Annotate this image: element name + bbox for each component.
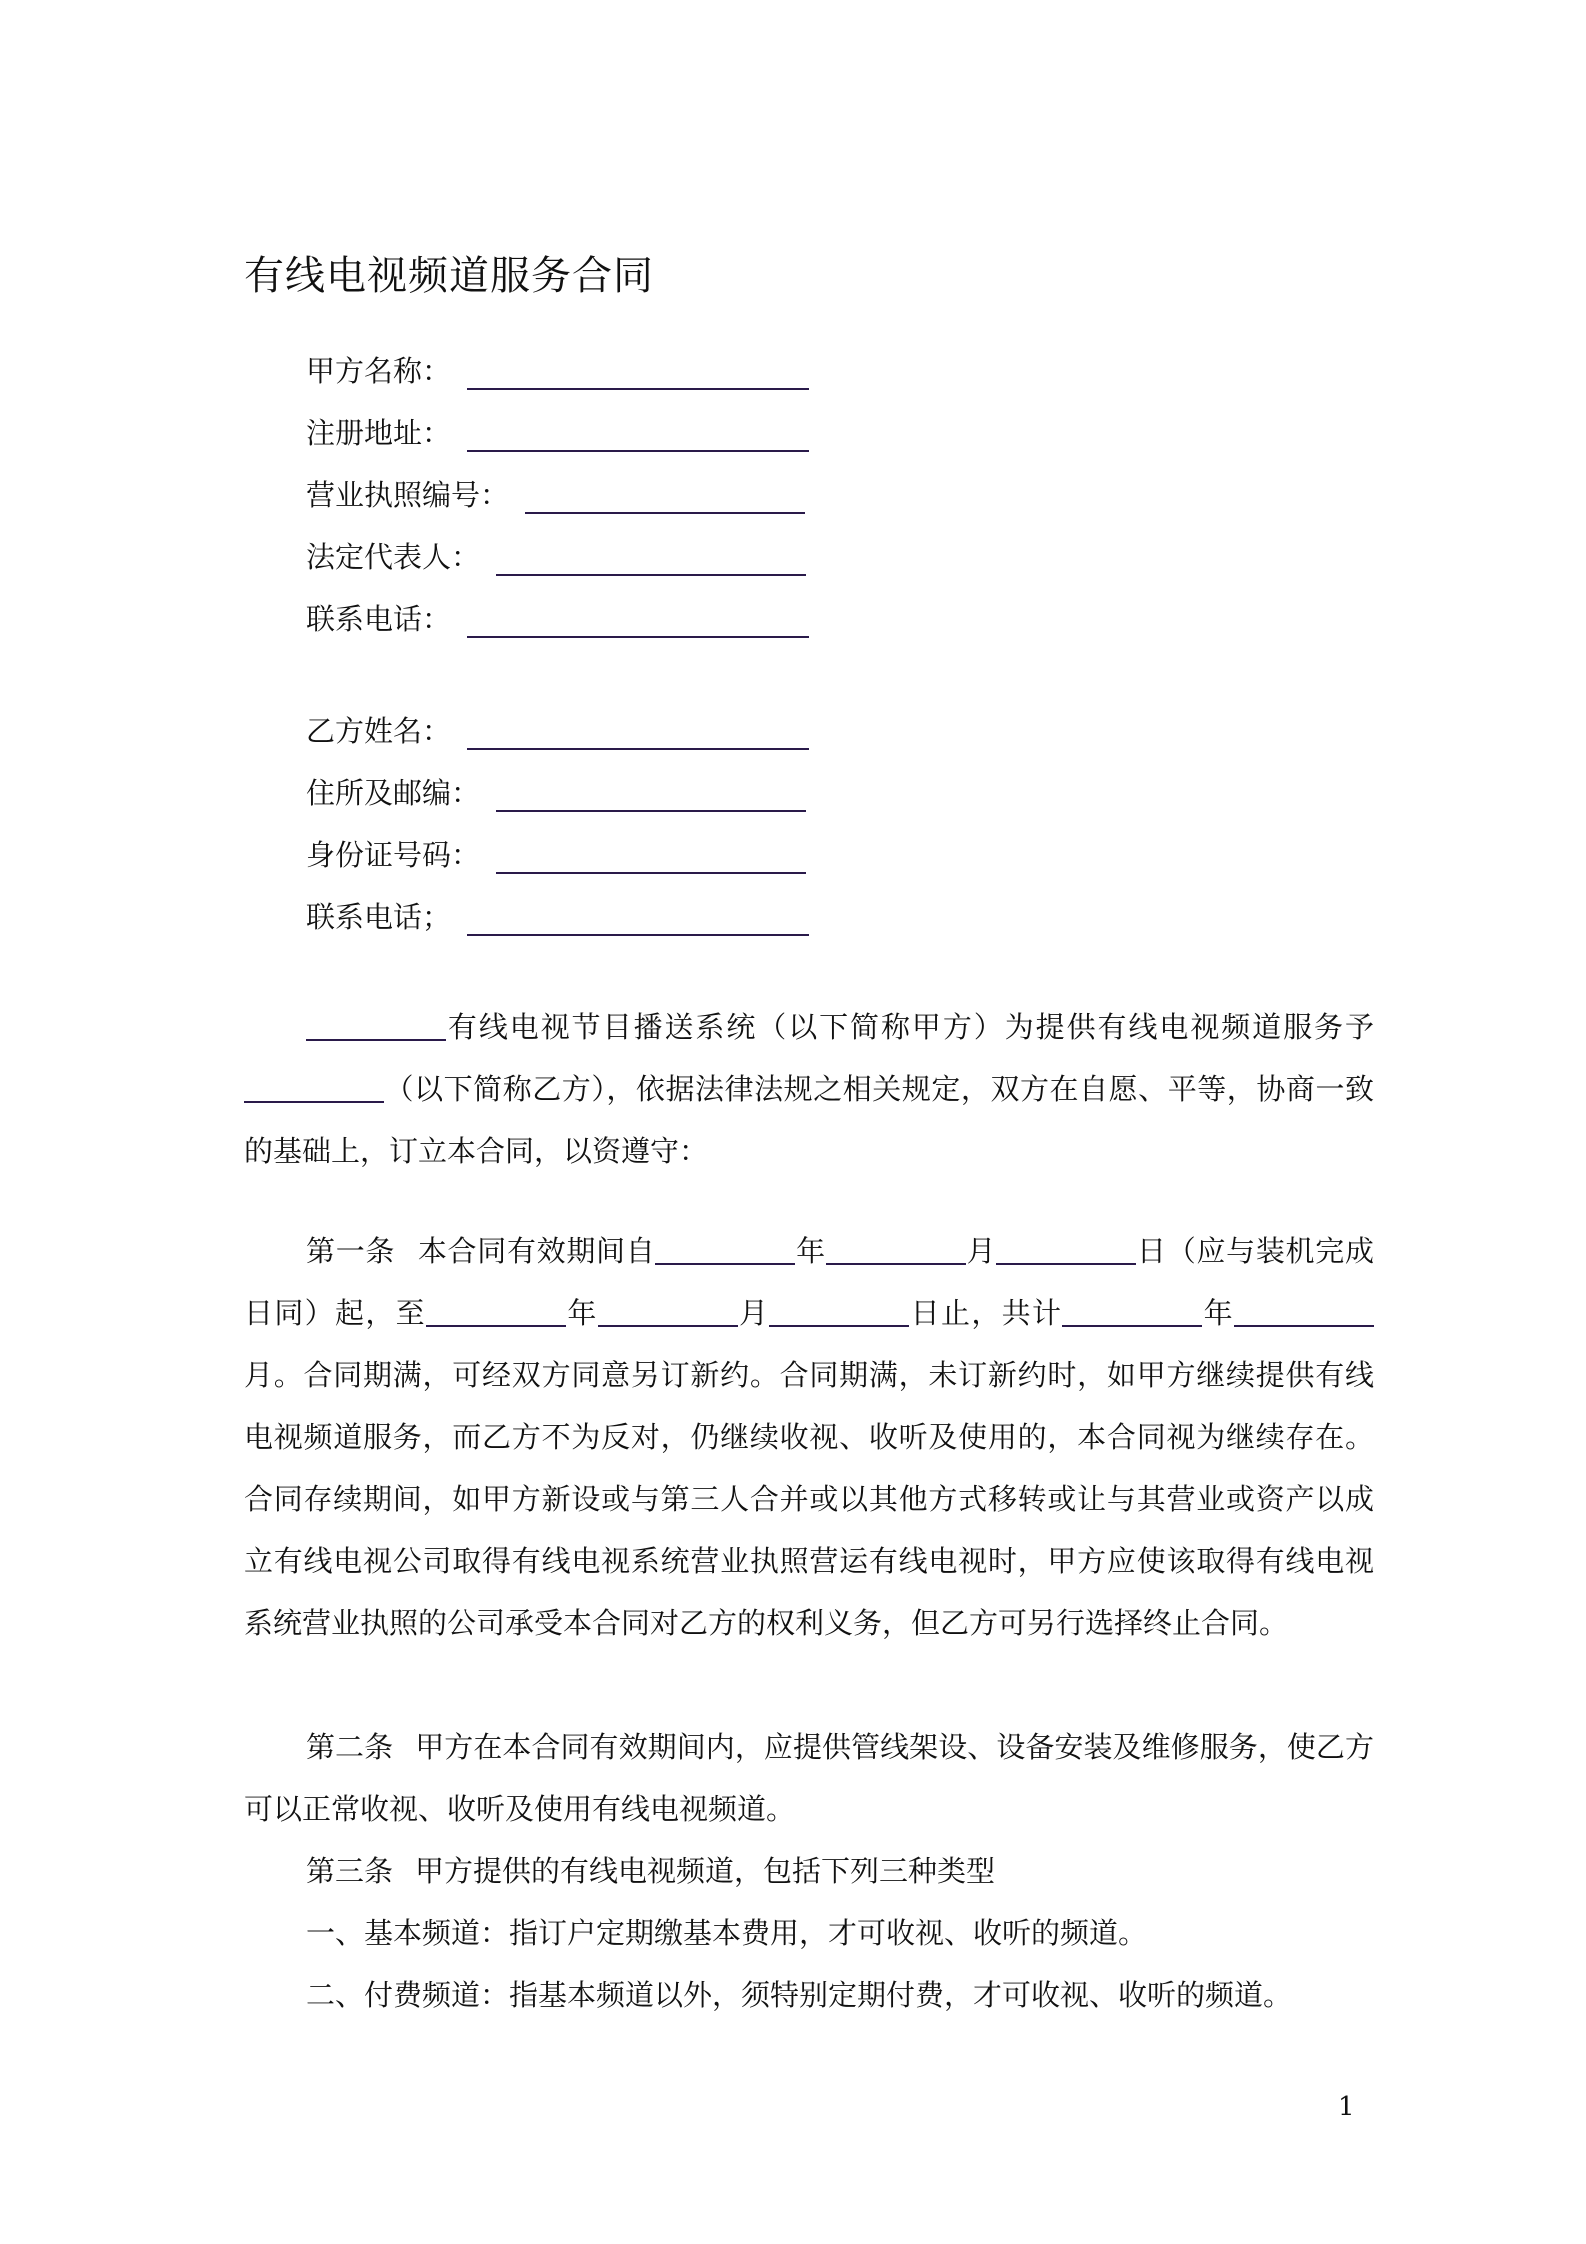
field-label: 联系电话： — [306, 602, 452, 636]
month-label: 月 — [965, 1234, 997, 1268]
party-a-name-field[interactable] — [306, 350, 809, 390]
blank-line[interactable] — [496, 544, 806, 576]
blank-line[interactable] — [496, 780, 806, 812]
blank-line[interactable] — [826, 1233, 966, 1265]
party-a-phone-field[interactable] — [306, 598, 809, 638]
day-label: 日 — [1136, 1234, 1167, 1268]
party-b-address-field[interactable] — [306, 772, 806, 812]
party-a-license-field[interactable] — [306, 474, 805, 514]
blank-line[interactable] — [996, 1233, 1136, 1265]
article-text: 甲方提供的有线电视频道，包括下列三种类型 — [415, 1854, 996, 1888]
blank-line[interactable] — [525, 482, 805, 514]
year-label: 年 — [1202, 1296, 1234, 1330]
article-text: 甲方在本合同有效期间内，应提供管线架设、设备安装及维修服务，使乙方可以正常收视、收听及使用有线电视频道。 — [244, 1730, 1374, 1826]
blank-line[interactable] — [467, 718, 809, 750]
blank-line[interactable] — [244, 1071, 384, 1103]
article-2 — [244, 1716, 1374, 1840]
article-text: 月。合同期满，可经双方同意另订新约。合同期满，未订新约时，如甲方继续提供有线电视频道服务，而乙方不为反对，仍继续收视、收听及使用的，本合同视为继续存在。合同存续期间，如甲方新设或与第三人合并或以其他方式移转或让与其营业或资产以成立有线电视公司取得有线电视系统营业执照营运有线电视时，甲方应使该取得有线电视系统营业执照的公司承受本合同对乙方的权利义务，但乙方可另行选择终止合同。 — [244, 1358, 1374, 1640]
blank-line[interactable] — [496, 842, 806, 874]
field-label: 注册地址： — [306, 416, 452, 450]
blank-line[interactable] — [1234, 1295, 1374, 1327]
month-label: 月 — [737, 1296, 770, 1330]
field-label: 甲方名称： — [306, 354, 452, 388]
party-b-name-field[interactable] — [306, 710, 809, 750]
party-a-address-field[interactable] — [306, 412, 809, 452]
field-label: 住所及邮编： — [306, 776, 481, 810]
blank-line[interactable] — [426, 1295, 566, 1327]
blank-line[interactable] — [467, 358, 809, 390]
list-item: 一、基本频道：指订户定期缴基本费用，才可收视、收听的频道。 — [306, 1916, 1148, 1950]
party-a-representative-field[interactable] — [306, 536, 806, 576]
field-label: 营业执照编号： — [306, 478, 510, 512]
field-label: 联系电话； — [306, 900, 452, 934]
article-heading: 第一条 — [306, 1234, 396, 1268]
article-heading: 第三条 — [306, 1854, 394, 1888]
blank-line[interactable] — [467, 904, 809, 936]
preamble-text-1: 有线电视节目播送系统（以下简称甲方）为提供有线电视频道服务予 — [446, 1010, 1374, 1044]
article-heading: 第二条 — [306, 1730, 394, 1764]
preamble-text-2: （以下简称乙方），依据法律法规之相关规定，双方在自愿、平等，协商一致的基础上，订立本合同，以资遵守： — [244, 1072, 1374, 1168]
party-b-phone-field[interactable] — [306, 896, 809, 936]
blank-line[interactable] — [769, 1295, 909, 1327]
article-text: 日止，共计 — [909, 1296, 1063, 1330]
blank-line[interactable] — [655, 1233, 795, 1265]
article-text: （应与装机完成日同）起，至 — [244, 1234, 1374, 1330]
blank-line[interactable] — [306, 1009, 446, 1041]
preamble-paragraph — [244, 996, 1374, 1182]
year-label: 年 — [795, 1234, 826, 1268]
blank-line[interactable] — [598, 1295, 738, 1327]
year-label: 年 — [565, 1296, 598, 1330]
blank-line[interactable] — [1062, 1295, 1202, 1327]
field-label: 法定代表人： — [306, 540, 481, 574]
article-3 — [244, 1840, 1374, 2026]
article-text: 本合同有效期间自 — [417, 1234, 656, 1268]
field-label: 身份证号码： — [306, 838, 481, 872]
party-b-id-field[interactable] — [306, 834, 806, 874]
blank-line[interactable] — [467, 420, 809, 452]
field-label: 乙方姓名： — [306, 714, 452, 748]
list-item: 二、付费频道：指基本频道以外，须特别定期付费，才可收视、收听的频道。 — [306, 1978, 1293, 2012]
blank-line[interactable] — [467, 606, 809, 638]
document-title: 有线电视频道服务合同 — [244, 253, 654, 299]
article-1 — [244, 1220, 1374, 1654]
page-number: 1 — [1338, 2092, 1355, 2122]
